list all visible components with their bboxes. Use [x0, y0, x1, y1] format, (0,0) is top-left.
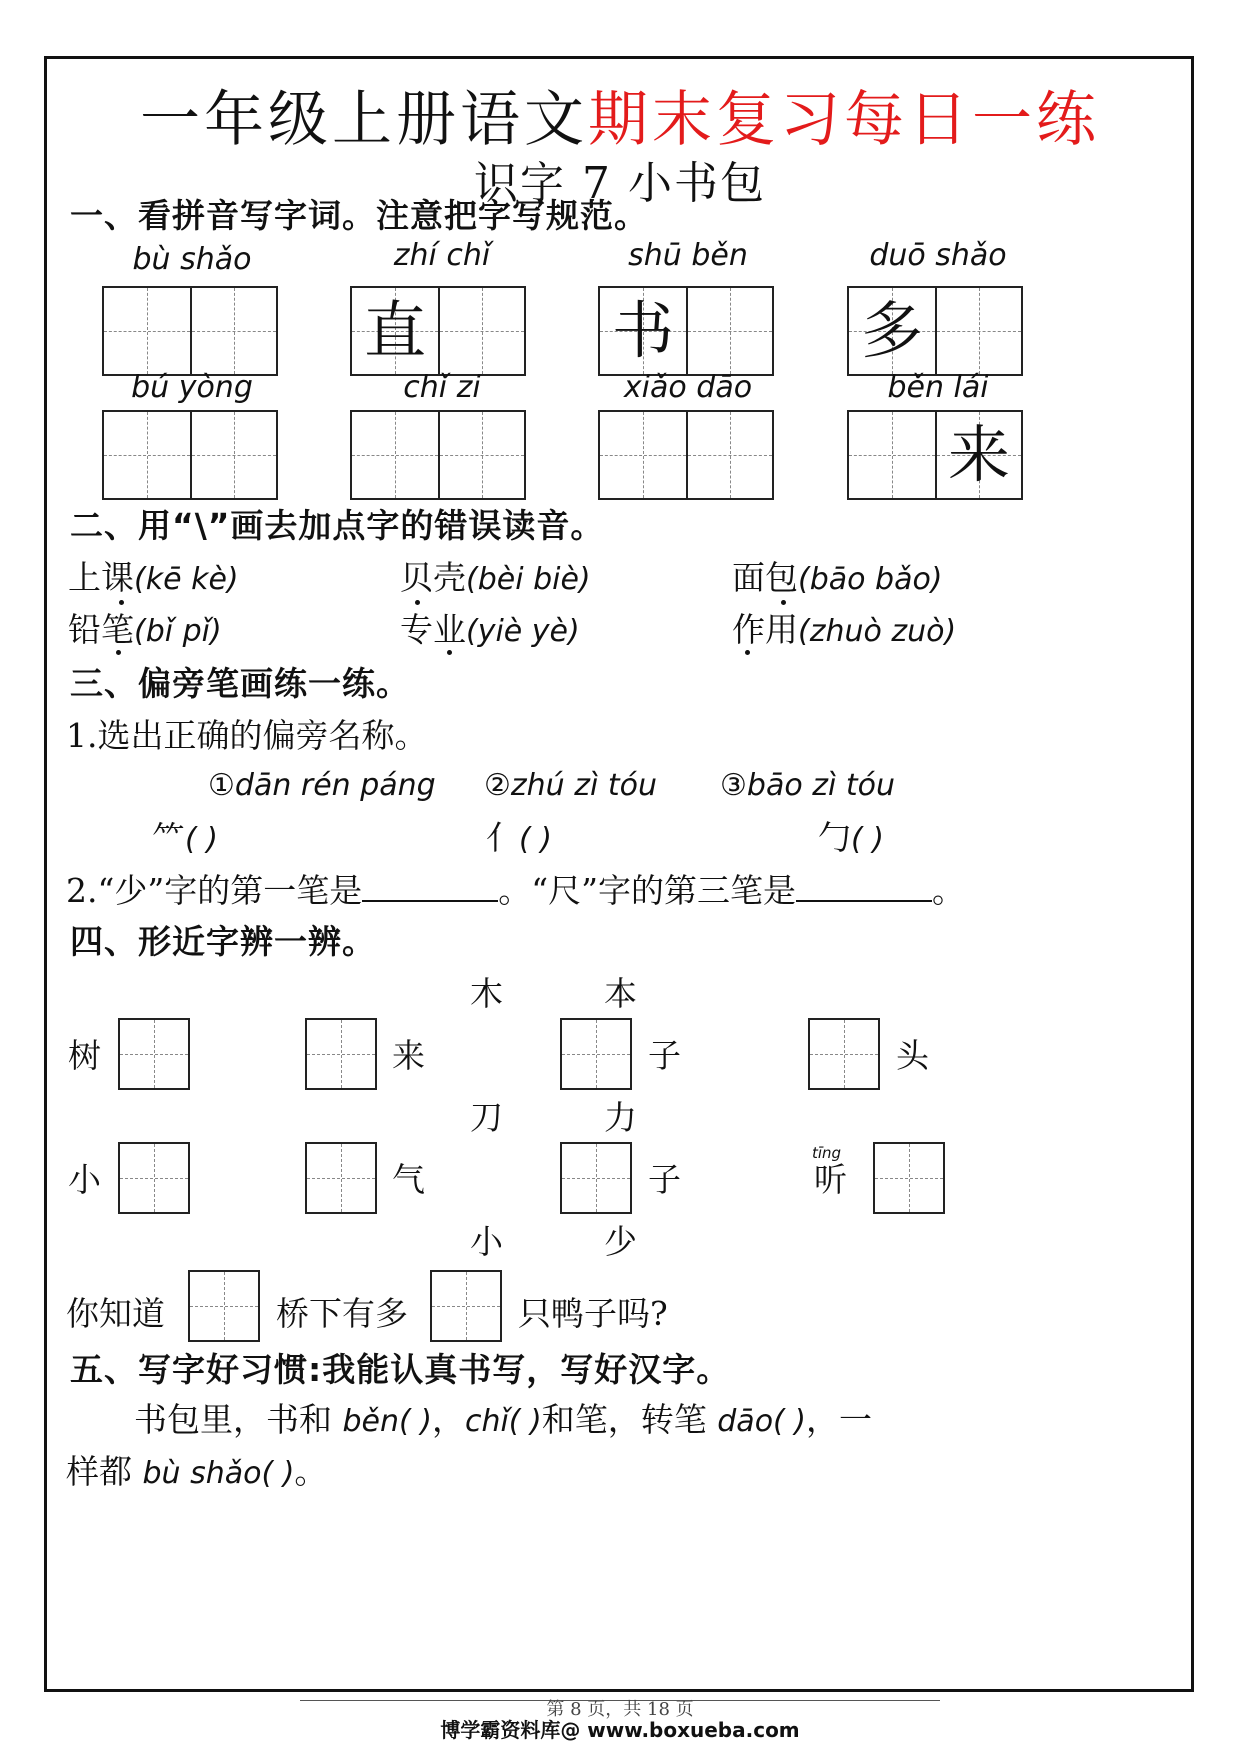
radical-option: ①dān rén páng [208, 768, 436, 803]
emphasis-dot [745, 650, 750, 655]
writing-grid[interactable] [102, 286, 278, 376]
answer-box[interactable] [560, 1018, 632, 1090]
emphasis-dot [415, 600, 420, 605]
pronunciation-item: 贝壳(bèi biè) [400, 558, 591, 597]
radical-option: ②zhú zì tóu [484, 768, 657, 803]
word-char: 小 [68, 1160, 101, 1199]
emphasis-dot [116, 650, 121, 655]
section2-heading: 二、用“\”画去加点字的错误读音。 [70, 506, 605, 545]
writing-grid[interactable] [598, 410, 774, 500]
pronunciation-item: 面包(bāo bǎo) [732, 558, 943, 597]
sentence-text: 桥下有多 [276, 1294, 408, 1333]
answer-box[interactable] [560, 1142, 632, 1214]
similar-char: 少 [604, 1222, 637, 1261]
sample-character: 书 [611, 294, 674, 367]
word-char: 子 [648, 1036, 681, 1075]
section5-heading: 五、写字好习惯:我能认真书写，写好汉字。 [70, 1350, 731, 1389]
pronunciation-item: 铅笔(bǐ pǐ) [68, 610, 222, 649]
sentence-text: 你知道 [66, 1294, 165, 1333]
pinyin-label: chǐ zi [403, 370, 481, 405]
pinyin-label: zhí chǐ [393, 238, 491, 273]
emphasis-dot [781, 600, 786, 605]
answer-box[interactable] [305, 1018, 377, 1090]
section3-heading: 三、偏旁笔画练一练。 [70, 664, 410, 703]
radical-question: ⺮( ) [152, 818, 218, 857]
similar-char: 木 [470, 974, 503, 1013]
page-title: 一年级上册语文期末复习每日一练 [140, 85, 1100, 155]
pronunciation-item: 上课(kē kè) [68, 558, 239, 597]
radical-question: 亻( ) [486, 818, 552, 857]
sample-character: 直 [363, 294, 426, 367]
radical-option: ③bāo zì tóu [720, 768, 895, 803]
word-char: 来 [392, 1036, 425, 1075]
writing-grid[interactable] [598, 286, 774, 376]
pronunciation-item: 作用(zhuò zuò) [732, 610, 957, 649]
pinyin-label: shū běn [628, 238, 748, 273]
emphasis-dot [447, 650, 452, 655]
answer-box[interactable] [808, 1018, 880, 1090]
writing-grid[interactable] [847, 286, 1023, 376]
answer-box[interactable] [430, 1270, 502, 1342]
writing-grid[interactable] [350, 286, 526, 376]
section4-heading: 四、形近字辨一辨。 [70, 922, 376, 961]
question-text: 1.选出正确的偏旁名称。 [66, 716, 428, 755]
similar-char: 小 [470, 1222, 503, 1261]
answer-box[interactable] [305, 1142, 377, 1214]
word-char: 头 [896, 1036, 929, 1075]
answer-box[interactable] [873, 1142, 945, 1214]
similar-char: 刀 [470, 1098, 503, 1137]
similar-char: 力 [604, 1098, 637, 1137]
section1-heading: 一、看拼音写字词。注意把字写规范。 [70, 196, 648, 235]
word-char: 听 [814, 1160, 847, 1199]
pinyin-label: duō shǎo [869, 238, 1007, 273]
word-char: 树 [68, 1036, 101, 1075]
similar-char: 本 [604, 974, 637, 1013]
writing-grid[interactable] [102, 410, 278, 500]
sentence-text: 只鸭子吗? [518, 1294, 668, 1333]
word-char: 气 [392, 1160, 425, 1199]
pinyin-label: xiǎo dāo [623, 370, 753, 405]
char-pinyin: tīng [812, 1144, 842, 1162]
pinyin-label: bù shǎo [132, 242, 252, 277]
answer-blank[interactable] [362, 870, 498, 902]
page-number: 第 8 页，共 18 页 [546, 1699, 694, 1720]
sample-character: 多 [860, 294, 923, 367]
radical-question: 勹( ) [818, 818, 884, 857]
pinyin-label: bú yòng [131, 370, 253, 405]
stroke-question: 2.“少”字的第一笔是 。“尺”字的第三笔是 。 [66, 871, 965, 910]
pronunciation-item: 专业(yiè yè) [400, 610, 580, 649]
fill-in-line: 样都 bù shǎo( )。 [66, 1452, 328, 1491]
sample-character: 来 [947, 418, 1010, 491]
writing-grid[interactable] [847, 410, 1023, 500]
answer-box[interactable] [188, 1270, 260, 1342]
page-subtitle: 识字 7 小书包 [474, 158, 766, 209]
answer-blank[interactable] [796, 870, 932, 902]
emphasis-dot [119, 600, 124, 605]
pinyin-label: běn lái [887, 370, 989, 405]
fill-in-line: 书包里，书和 běn( )，chǐ( )和笔，转笔 dāo( )，一 [134, 1400, 872, 1439]
site-watermark: 博学霸资料库@ www.boxueba.com [440, 1718, 800, 1742]
answer-box[interactable] [118, 1018, 190, 1090]
answer-box[interactable] [118, 1142, 190, 1214]
writing-grid[interactable] [350, 410, 526, 500]
word-char: 子 [648, 1160, 681, 1199]
